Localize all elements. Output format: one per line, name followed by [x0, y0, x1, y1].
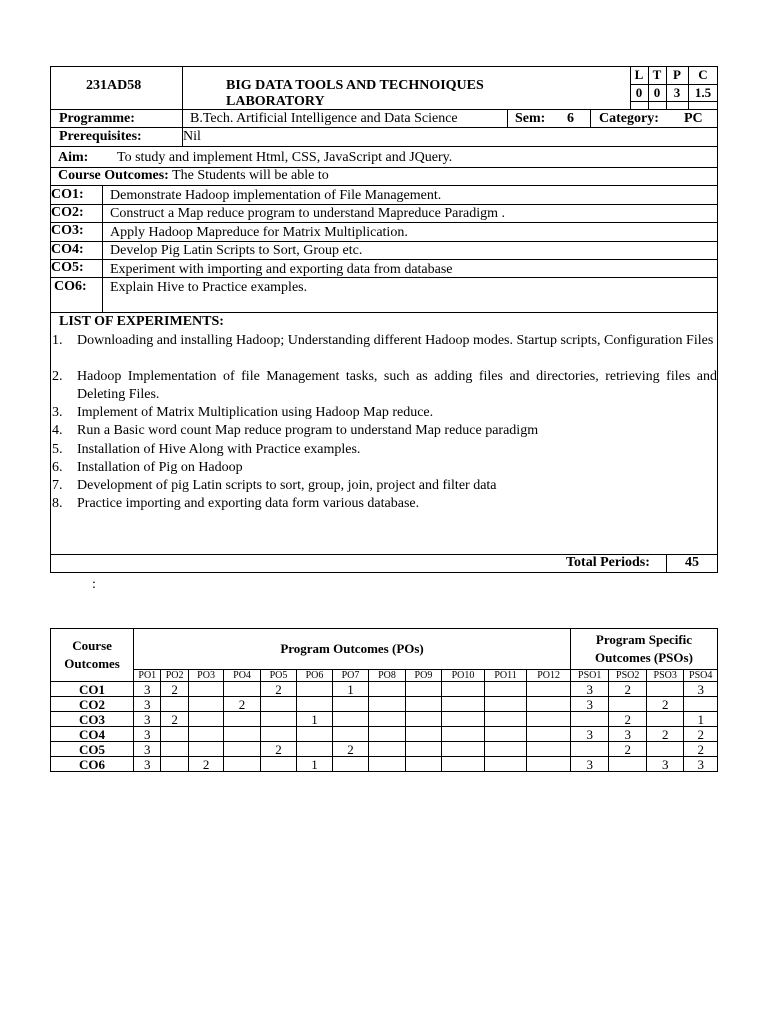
column-header: PSO4 — [684, 670, 718, 682]
mapping-cell — [224, 727, 260, 742]
mapping-cell — [332, 697, 368, 712]
mapping-cell — [161, 742, 188, 757]
mapping-cell — [527, 742, 571, 757]
course-outcomes-label: Course Outcomes: — [58, 168, 169, 183]
course-outcomes-intro: The Students will be able to — [172, 168, 329, 183]
ltpc-label-l: L — [634, 67, 644, 82]
mapping-cell — [484, 682, 527, 697]
mapping-cell — [332, 727, 368, 742]
mapping-cell: 3 — [134, 757, 161, 772]
mapping-cell: 2 — [188, 757, 223, 772]
column-header: PO6 — [297, 670, 332, 682]
mapping-cell — [527, 697, 571, 712]
experiment-number: 8. — [52, 496, 63, 511]
mapping-cell — [646, 742, 684, 757]
column-header: PO4 — [224, 670, 260, 682]
mapping-cell: 3 — [134, 712, 161, 727]
mapping-cell — [405, 697, 441, 712]
co-code: CO1: — [51, 187, 84, 202]
mapping-cell: 2 — [260, 742, 296, 757]
programme-label: Programme: — [59, 111, 135, 126]
experiment-text: Downloading and installing Hadoop; Understanding different Hadoop modes. Startup scripts, Configuration Files — [77, 333, 714, 348]
experiment-text: Installation of Pig on Hadoop — [77, 460, 243, 475]
course-title-line1: BIG DATA TOOLS AND TECHNOIQUES — [226, 78, 484, 93]
mapping-cell — [405, 712, 441, 727]
course-outcomes-heading — [58, 167, 329, 184]
ltpc-label-t: T — [652, 67, 662, 82]
mapping-cell — [527, 757, 571, 772]
mapping-cell: 1 — [684, 712, 718, 727]
experiment-item — [52, 404, 717, 422]
mapping-cell — [260, 712, 296, 727]
column-header: PO1 — [134, 670, 161, 682]
mapping-cell: 2 — [161, 712, 188, 727]
column-header: PO9 — [405, 670, 441, 682]
mapping-cell — [332, 712, 368, 727]
column-header: PO7 — [332, 670, 368, 682]
co-code: CO2: — [51, 205, 84, 220]
mapping-cell — [405, 757, 441, 772]
mapping-cell — [297, 697, 332, 712]
experiment-text: Practice importing and exporting data form various database. — [77, 496, 420, 511]
mapping-cell: 3 — [570, 697, 609, 712]
mapping-cell: 3 — [134, 742, 161, 757]
co-code: CO3: — [51, 223, 84, 238]
total-periods-value: 45 — [685, 555, 699, 570]
mapping-cell: 2 — [224, 697, 260, 712]
table-row — [51, 742, 718, 757]
table-row — [51, 727, 718, 742]
experiment-item — [52, 441, 717, 459]
experiment-number: 3. — [52, 405, 63, 420]
co-label-cell: CO2 — [51, 697, 134, 712]
mapping-cell — [161, 727, 188, 742]
outcome-columns-row — [51, 670, 718, 682]
experiment-text: Development of pig Latin scripts to sort, group, join, project and filter data — [77, 478, 497, 493]
co-label-cell: CO3 — [51, 712, 134, 727]
experiment-text: Installation of Hive Along with Practice examples. — [77, 442, 361, 457]
table-row — [51, 682, 718, 697]
mapping-cell — [405, 742, 441, 757]
co-label-cell: CO4 — [51, 727, 134, 742]
mapping-cell — [369, 712, 405, 727]
column-header: PO11 — [484, 670, 527, 682]
co-label-cell: CO6 — [51, 757, 134, 772]
mapping-cell — [527, 727, 571, 742]
category-value: PC — [684, 111, 703, 126]
table-row — [51, 697, 718, 712]
column-header: PO5 — [260, 670, 296, 682]
mapping-cell — [442, 757, 485, 772]
aim-value: To study and implement Html, CSS, JavaScript and JQuery. — [117, 150, 453, 165]
experiment-item — [52, 368, 717, 404]
co-po-mapping-table — [50, 628, 718, 772]
co-text: Construct a Map reduce program to understand Mapreduce Paradigm . — [110, 206, 505, 221]
mapping-cell — [260, 727, 296, 742]
mapping-cell — [684, 697, 718, 712]
experiment-number: 6. — [52, 460, 63, 475]
prerequisites-value: Nil — [183, 129, 201, 144]
mapping-cell: 2 — [684, 742, 718, 757]
co-text: Experiment with importing and exporting data from database — [110, 262, 453, 277]
ltpc-value-t: 0 — [653, 85, 661, 100]
mapping-cell — [442, 697, 485, 712]
experiment-number: 2. — [52, 369, 63, 384]
course-code: 231AD58 — [86, 78, 142, 93]
co-text: Develop Pig Latin Scripts to Sort, Group etc. — [110, 243, 363, 258]
ltpc-value-c: 1.5 — [694, 85, 712, 100]
mapping-cell — [188, 682, 223, 697]
mapping-cell — [442, 727, 485, 742]
prerequisites-label: Prerequisites: — [59, 129, 142, 144]
mapping-cell — [442, 682, 485, 697]
column-header: PSO3 — [646, 670, 684, 682]
sem-label: Sem: — [515, 111, 546, 126]
experiment-number: 1. — [52, 333, 63, 348]
mapping-cell: 3 — [684, 682, 718, 697]
ltpc-value-p: 3 — [673, 85, 681, 100]
co-text: Explain Hive to Practice examples. — [110, 280, 308, 295]
mapping-cell — [484, 727, 527, 742]
program-specific-outcomes-header: Program Specific Outcomes (PSOs) — [570, 629, 717, 670]
mapping-cell — [442, 712, 485, 727]
mapping-cell — [484, 712, 527, 727]
mapping-cell — [369, 757, 405, 772]
mapping-cell: 3 — [134, 727, 161, 742]
mapping-cell — [188, 727, 223, 742]
column-header: PO8 — [369, 670, 405, 682]
course-title-line2: LABORATORY — [226, 94, 325, 109]
table-row — [51, 757, 718, 772]
mapping-cell: 1 — [297, 757, 332, 772]
column-header: PO3 — [188, 670, 223, 682]
table-row — [51, 712, 718, 727]
mapping-cell — [188, 712, 223, 727]
mapping-cell: 3 — [570, 727, 609, 742]
co-code: CO6: — [54, 279, 87, 294]
mapping-cell: 3 — [646, 757, 684, 772]
program-outcomes-header: Program Outcomes (POs) — [134, 629, 571, 670]
sem-value: 6 — [567, 111, 574, 126]
mapping-cell — [260, 757, 296, 772]
mapping-cell — [484, 742, 527, 757]
mapping-cell — [332, 757, 368, 772]
mapping-cell — [224, 757, 260, 772]
mapping-cell — [224, 712, 260, 727]
total-periods-label: Total Periods: — [566, 555, 650, 570]
mapping-cell — [570, 712, 609, 727]
mapping-cell — [297, 682, 332, 697]
mapping-cell: 1 — [297, 712, 332, 727]
experiment-number: 7. — [52, 478, 63, 493]
mapping-cell: 2 — [332, 742, 368, 757]
mapping-cell — [224, 682, 260, 697]
ltpc-label-p: P — [673, 67, 681, 82]
mapping-cell — [405, 727, 441, 742]
mapping-cell: 2 — [609, 682, 647, 697]
ltpc-label-c: C — [698, 67, 708, 82]
experiment-text: Hadoop Implementation of file Management tasks, such as adding files and directories, retrieving files and Deleting Files. — [77, 369, 717, 402]
experiment-text: Implement of Matrix Multiplication using Hadoop Map reduce. — [77, 405, 434, 420]
mapping-cell — [484, 757, 527, 772]
experiment-number: 4. — [52, 423, 63, 438]
co-text: Demonstrate Hadoop implementation of File Management. — [110, 188, 442, 203]
column-header: PO2 — [161, 670, 188, 682]
mapping-cell — [527, 712, 571, 727]
mapping-cell: 3 — [570, 682, 609, 697]
mapping-cell: 2 — [609, 742, 647, 757]
column-header: PO12 — [527, 670, 571, 682]
co-text: Apply Hadoop Mapreduce for Matrix Multiplication. — [110, 225, 408, 240]
co-code: CO5: — [51, 260, 84, 275]
mapping-cell — [224, 742, 260, 757]
mapping-cell — [297, 727, 332, 742]
mapping-cell — [609, 757, 647, 772]
stray-colon: : — [92, 577, 96, 592]
mapping-cell — [188, 697, 223, 712]
mapping-cell: 2 — [260, 682, 296, 697]
experiment-number: 5. — [52, 442, 63, 457]
aim-label: Aim: — [58, 150, 89, 165]
mapping-cell: 1 — [332, 682, 368, 697]
experiment-item — [52, 332, 717, 350]
mapping-cell — [609, 697, 647, 712]
co-code: CO4: — [51, 242, 84, 257]
mapping-cell: 3 — [134, 697, 161, 712]
mapping-cell — [260, 697, 296, 712]
co-label-cell: CO5 — [51, 742, 134, 757]
mapping-cell — [646, 682, 684, 697]
course-outcomes-header: Course Outcomes — [51, 629, 134, 682]
mapping-cell — [484, 697, 527, 712]
mapping-cell — [297, 742, 332, 757]
mapping-cell: 2 — [646, 727, 684, 742]
mapping-cell — [369, 682, 405, 697]
mapping-cell — [570, 742, 609, 757]
co-label-cell: CO1 — [51, 682, 134, 697]
mapping-cell — [442, 742, 485, 757]
mapping-cell: 3 — [134, 682, 161, 697]
column-header: PSO2 — [609, 670, 647, 682]
mapping-cell: 3 — [609, 727, 647, 742]
experiments-heading: LIST OF EXPERIMENTS: — [59, 314, 224, 329]
column-header: PO10 — [442, 670, 485, 682]
mapping-cell — [369, 742, 405, 757]
mapping-cell — [161, 757, 188, 772]
mapping-cell — [188, 742, 223, 757]
experiment-text: Run a Basic word count Map reduce program to understand Map reduce paradigm — [77, 423, 539, 438]
mapping-cell — [527, 682, 571, 697]
mapping-cell: 3 — [684, 757, 718, 772]
mapping-cell — [369, 727, 405, 742]
mapping-cell — [369, 697, 405, 712]
mapping-cell: 2 — [684, 727, 718, 742]
mapping-cell: 2 — [646, 697, 684, 712]
ltpc-value-l: 0 — [635, 85, 643, 100]
experiment-item — [52, 477, 717, 495]
column-header: PSO1 — [570, 670, 609, 682]
mapping-cell — [646, 712, 684, 727]
experiment-item — [52, 495, 717, 513]
mapping-cell: 2 — [609, 712, 647, 727]
experiment-item — [52, 422, 717, 440]
mapping-cell: 2 — [161, 682, 188, 697]
mapping-cell: 3 — [570, 757, 609, 772]
mapping-cell — [405, 682, 441, 697]
experiment-item — [52, 459, 717, 477]
mapping-cell — [161, 697, 188, 712]
programme-value: B.Tech. Artificial Intelligence and Data Science — [190, 111, 458, 126]
category-label: Category: — [599, 111, 659, 126]
